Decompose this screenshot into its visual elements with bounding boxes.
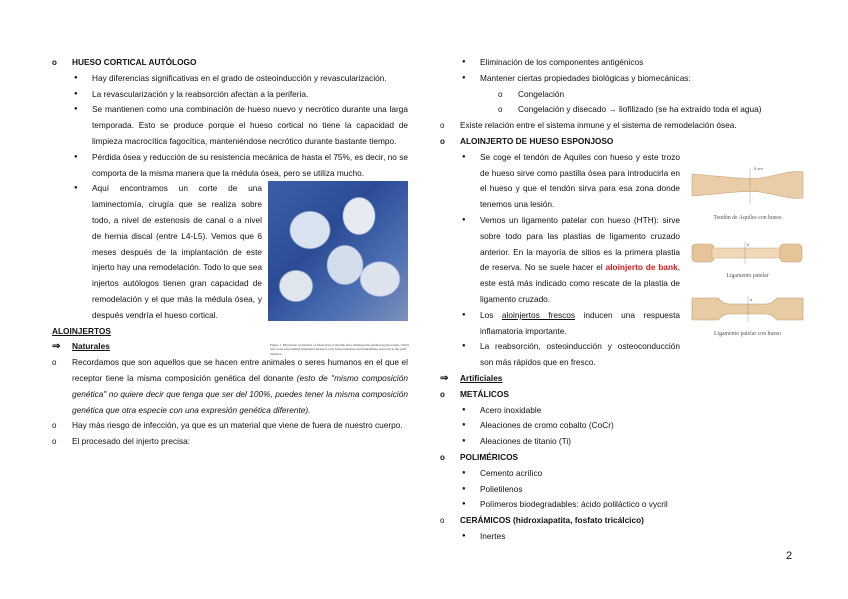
achilles-tendon-figure [690, 160, 805, 221]
relacion-item: o Existe relación entre el sistema inmune y el sistema de remodelación ósea. [440, 118, 802, 134]
tendon-mark: a [750, 297, 753, 302]
tendon-mark: 5 cm [754, 166, 763, 171]
naturales-item: o Recordamos que son aquellos que se hacen entre animales o seres humanos en el que el receptor tiene la misma composición genética del donante (esto de "mismo composición genética" no quiere decir que tenga que ser del 100%, puedes tener la misma composición genética que otra especie con una expresión genética diferente). [52, 355, 408, 418]
tendon-caption: Ligamento patelar con hueso [713, 331, 782, 337]
metalicos-item: ● Aleaciones de cromo cobalto (CoCr) [440, 418, 802, 434]
patellar-bone-drawing [690, 292, 805, 326]
polimericos-item: ● Polietilenos [440, 482, 802, 498]
section-title-esponjoso: o ALOINJERTO DE HUESO ESPONJOSO [440, 134, 802, 150]
naturales-item: o El procesado del injerto precisa: [52, 434, 408, 450]
histology-image [268, 181, 408, 321]
highlight-aloinjerto-bank: aloinjerto de bank [605, 262, 678, 273]
tendon-caption: Ligamento patelar [726, 273, 769, 279]
tendon-caption: Tendón de Aquiles con hueso [713, 215, 782, 221]
esponjoso-bullet: ● Se coge el tendón de Aquiles con hueso y este trozo de hueso sirve como pastilla ósea para introducirla en el hueso y que el tendón sirva para esa zona donde tenemos una lesión. [440, 150, 680, 213]
patellar-ligament-figure [690, 238, 805, 279]
category-ceramicos: o CERÁMICOS (hidroxiapatita, fosfato tricálcico) [440, 513, 802, 529]
figure-caption: Figure 1. Histologic evaluation of fused bone 6 months after laminectomy (hematoxylin-eosin). Viable new bone surrounding implanted material; new bone formation and remodeling observed at the graft interface. [270, 343, 410, 356]
polimericos-item: ● Cemento acrílico [440, 466, 802, 482]
esponjoso-bullet: ● La reabsorción, osteoinducción y osteoconducción son más rápidos que en fresco. [440, 339, 680, 371]
metalicos-item: ● Acero inoxidable [440, 403, 802, 419]
tendon-mark: b [747, 242, 750, 247]
section-title-aloinjertos: ALOINJERTOS [52, 325, 111, 336]
category-polimericos: o POLIMÉRICOS [440, 450, 802, 466]
patellar-ligament-drawing [690, 238, 805, 268]
metalicos-item: ● Aleaciones de titanio (Ti) [440, 434, 802, 450]
procesado-bullet: ● Eliminación de los componentes antigénicos [440, 55, 802, 71]
cortical-bullet: ● La revascularización y la reabsorción afectan a la periferia. [52, 87, 408, 103]
patellar-ligament-bone-figure [690, 292, 805, 337]
page-number: 2 [786, 550, 793, 562]
procesado-subitem: o Congelación [440, 87, 802, 103]
procesado-bullet: ● Mantener ciertas propiedades biológicas y biomecánicas: [440, 71, 802, 87]
cortical-bullet-with-figure: ● Aquí encontramos un corte de una laminectomía, cirugía que se realiza sobre todo, a nivel de estenosis de canal o a nivel de hernia discal (entre L4-L5). Vemos que 6 meses después de la implantación de este injerto hay una remodelación. Todo lo que sea injertos autólogos tienen gran capacidad de remodelación y el que más la médula ósea, y después vendría el hueso cortical. [52, 181, 408, 323]
naturales-item: o Hay más riesgo de infección, ya que es un material que viene de fuera de nuestro cuerpo. [52, 418, 408, 434]
polimericos-item: ● Polímeros biodegradables: ácido poliláctico o vycril [440, 497, 802, 513]
cortical-bullet: ● Pérdida ósea y reducción de su resistencia mecánica de hasta el 75%, es decir, no se comporta de la misma manera que la médula ósea, pero se utiliza mucho. [52, 150, 408, 182]
cortical-bullet: ● Se mantienen como una combinación de hueso nuevo y necrótico durante una larga temporada. Esto se produce porque el hueso cortical no tiene la capacidad de limpieza macrocítica fagocítica, manteniéndose necrótico durante bastante tiempo. [52, 102, 408, 149]
left-column [52, 55, 408, 450]
subsection-naturales: ⇒ Naturales [52, 339, 408, 355]
section-title-hueso-cortical: o HUESO CORTICAL AUTÓLOGO [52, 55, 408, 71]
procesado-subitem: o Congelación y disecado → liofilizado (se ha extraído toda el agua) [440, 102, 802, 118]
cortical-bullet: ● Hay diferencias significativas en el grado de osteoinducción y revascularización. [52, 71, 408, 87]
esponjoso-bullet: ● Vemos un ligamento patelar con hueso (HTH): sirve sobre todo para las plastias de ligamento cruzado anterior. En la mayoría de sitios es la primera plastia de reserva. No se suele hacer el aloinjerto de bank, este está más indicado como rescate de la plastia de ligamento cruzado. [440, 213, 680, 308]
category-metalicos: o METÁLICOS [440, 387, 802, 403]
achilles-tendon-drawing [690, 160, 805, 210]
ceramicos-item: ● Inertes [440, 529, 802, 545]
subsection-artificiales: ⇒ Artificiales [440, 371, 802, 387]
esponjoso-bullet: ● Los aloinjertos frescos inducen una respuesta inflamatoria importante. [440, 308, 680, 340]
